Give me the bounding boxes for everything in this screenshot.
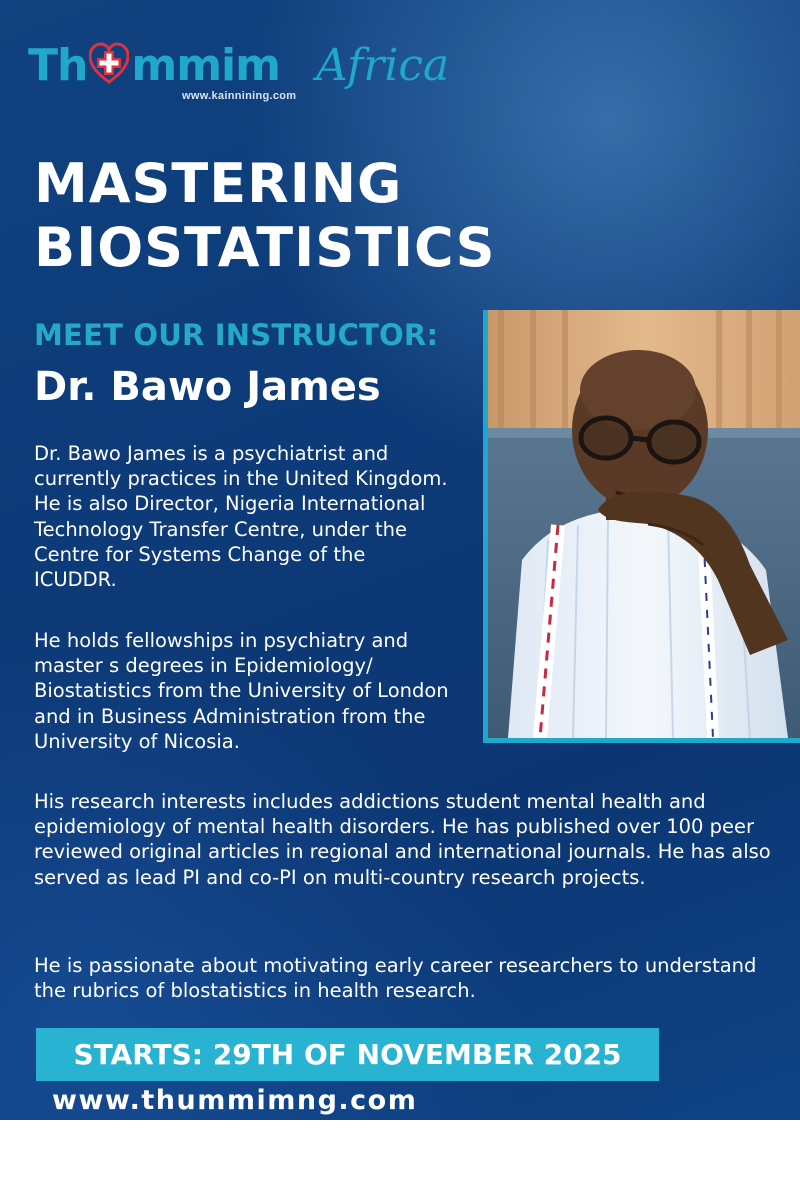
logo-url: www.kainnining.com [182,90,297,102]
bottom-margin [0,1120,800,1200]
instructor-heading: MEET OUR INSTRUCTOR: [34,318,439,352]
bio-paragraph-1: Dr. Bawo James is a psychiatrist and currently practices in the United Kingdom. He is also Director, Nigeria International Technology Transfer Centre, under the Centre for Systems Change of the ICUDDR. [34,442,448,592]
bio-paragraph-4: He is passionate about motivating early career researchers to understand the rubrics of blostatistics in health research. [34,954,757,1003]
bio-paragraph-3: His research interests includes addictions student mental health and epidemiology of mental health disorders. He has published over 100 peer reviewed original articles in regional and international journals. He has also served as lead PI and co-PI on multi-country research projects. [34,790,771,889]
bio-paragraph-2: He holds fellowships in psychiatry and master s degrees in Epidemiology/ Biostatistics from the University of London and in Business Administration from the University of Nicosia. [34,629,449,753]
page-title [34,152,496,280]
logo-region: Africa [316,40,450,91]
logo-wordmark [28,40,280,91]
logo-text-suffix: mmim [131,40,280,91]
website-link[interactable]: www.thummimng.com [52,1085,418,1116]
brand-logo [28,40,468,110]
start-date-banner [36,1028,659,1081]
heart-cross-icon [89,42,129,86]
instructor-name: Dr. Bawo James [34,364,381,410]
instructor-portrait [488,310,800,738]
title-line-2: BIOSTATISTICS [34,216,496,279]
logo-text-prefix: Th [28,40,88,91]
title-line-1: MASTERING [34,152,403,215]
start-date-text: STARTS: 29TH OF NOVEMBER 2025 [73,1038,622,1071]
